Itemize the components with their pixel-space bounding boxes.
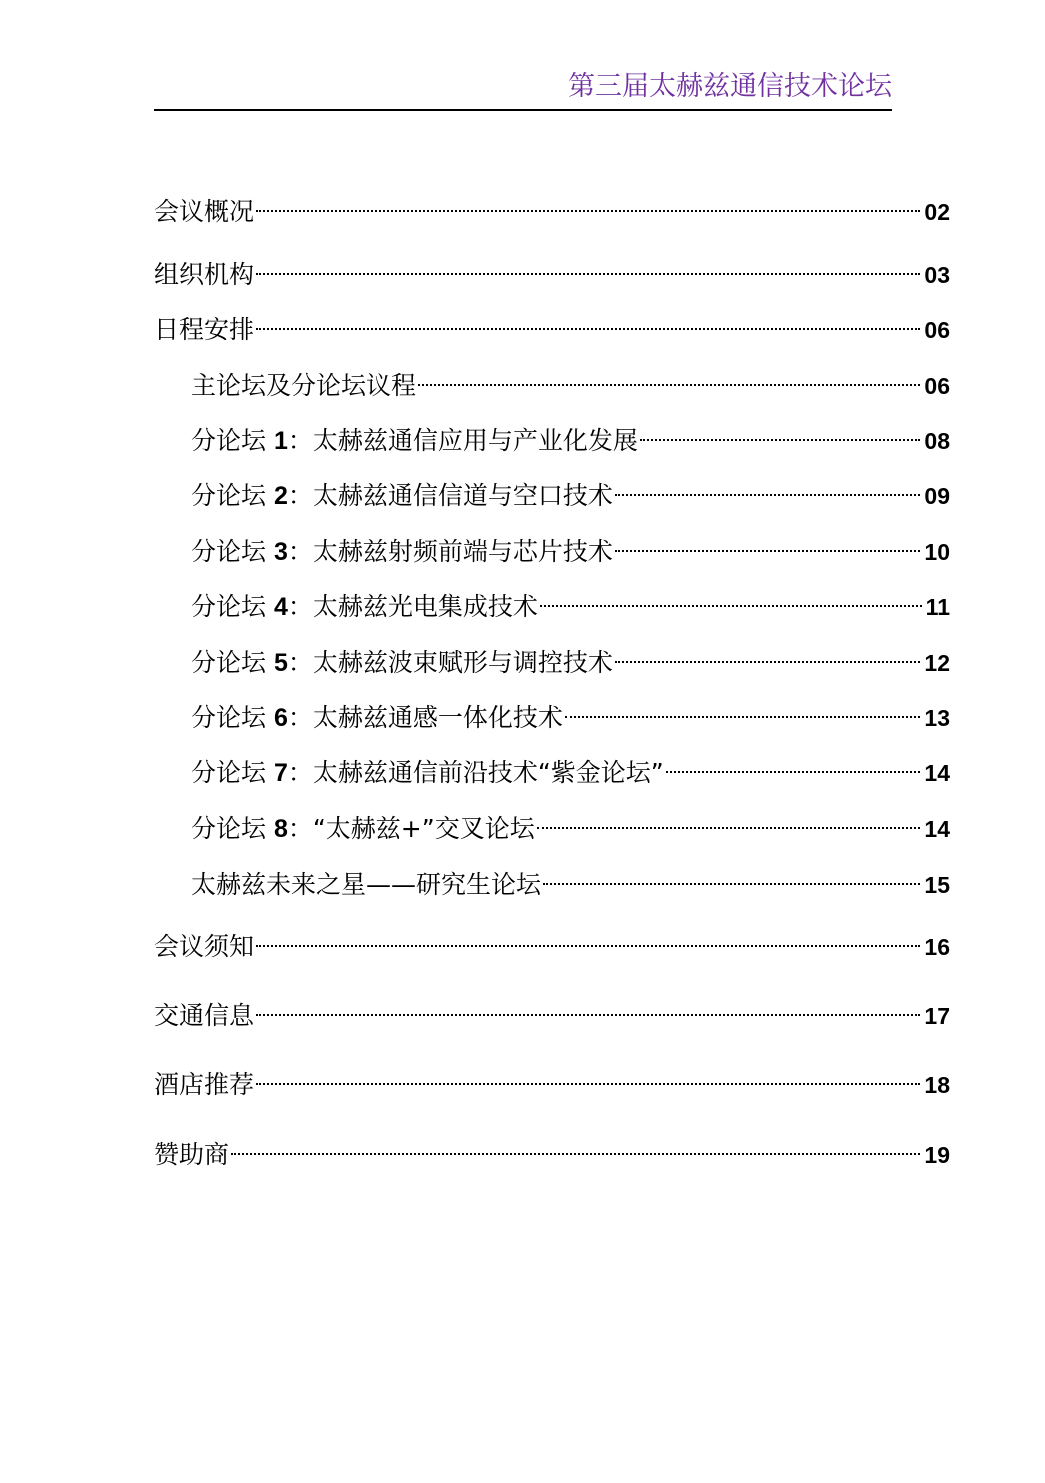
toc-entry-transportation[interactable] [154,999,950,1033]
toc-entry-title: 分论坛 8：“太赫兹+”交叉论坛 [191,814,535,843]
toc-dot-leader [231,1153,920,1155]
toc-dot-leader [565,716,921,718]
toc-entry-schedule[interactable] [154,313,950,347]
toc-entry-main-forum-agenda[interactable] [191,369,950,403]
toc-dot-leader [256,210,920,212]
toc-dot-leader [256,1083,920,1085]
toc-dot-leader [640,439,921,441]
toc-entry-subforum-1[interactable] [191,424,950,458]
toc-dot-leader [615,550,921,552]
toc-dot-leader [256,945,920,947]
toc-dot-leader [256,273,920,275]
toc-page-number: 12 [924,650,950,676]
toc-entry-title: 交通信息 [154,1001,255,1030]
toc-entry-student-forum[interactable] [191,868,950,902]
toc-entry-meeting-overview[interactable] [154,195,950,229]
toc-entry-title: 分论坛 7：太赫兹通信前沿技术“紫金论坛” [191,758,664,787]
toc-entry-subforum-8[interactable] [191,812,950,846]
toc-page-number: 17 [924,1003,950,1029]
toc-entry-hotels[interactable] [154,1068,950,1102]
toc-page-number: 10 [924,539,950,565]
toc-entry-sponsors[interactable] [154,1138,950,1172]
toc-entry-subforum-5[interactable] [191,646,950,680]
toc-dot-leader [418,384,920,386]
toc-page-number: 18 [924,1072,950,1098]
toc-page-number: 13 [924,705,950,731]
toc-entry-title: 会议须知 [154,932,255,961]
toc-page-number: 06 [924,317,950,343]
toc-dot-leader [543,883,920,885]
toc-entry-subforum-2[interactable] [191,479,950,513]
toc-dot-leader [256,1014,920,1016]
toc-page-number: 19 [924,1142,950,1168]
toc-entry-subforum-6[interactable] [191,701,950,735]
toc-entry-title: 会议概况 [154,197,255,226]
toc-entry-title: 分论坛 5：太赫兹波束赋形与调控技术 [191,648,613,677]
toc-page-number: 15 [924,872,950,898]
toc-entry-meeting-notes[interactable] [154,930,950,964]
toc-dot-leader [615,661,921,663]
toc-entry-title: 分论坛 6：太赫兹通感一体化技术 [191,703,563,732]
toc-entry-title: 分论坛 1：太赫兹通信应用与产业化发展 [191,426,638,455]
toc-dot-leader [615,494,921,496]
toc-page-number: 06 [924,373,950,399]
toc-entry-title: 分论坛 2：太赫兹通信信道与空口技术 [191,481,613,510]
toc-entry-title: 太赫兹未来之星——研究生论坛 [191,870,542,899]
toc-entry-title: 分论坛 3：太赫兹射频前端与芯片技术 [191,537,613,566]
toc-entry-title: 主论坛及分论坛议程 [191,371,417,400]
toc-dot-leader [537,827,921,829]
toc-page-number: 11 [925,594,950,620]
toc-entry-subforum-7[interactable] [191,756,950,790]
toc-entry-subforum-4[interactable] [191,590,950,624]
toc-dot-leader [256,328,920,330]
toc-entry-subforum-3[interactable] [191,535,950,569]
toc-page-number: 08 [924,428,950,454]
toc-entry-title: 酒店推荐 [154,1070,255,1099]
toc-dot-leader [540,605,922,607]
toc-page-number: 09 [924,483,950,509]
toc-page-number: 14 [924,760,950,786]
toc-entry-title: 组织机构 [154,260,255,289]
toc-dot-leader [666,771,921,773]
toc-entry-title: 日程安排 [154,315,255,344]
toc-page-number: 14 [924,816,950,842]
toc-entry-title: 分论坛 4：太赫兹光电集成技术 [191,592,538,621]
toc-page-number: 02 [924,199,950,225]
toc-entry-organization[interactable] [154,258,950,292]
toc-page-number: 03 [924,262,950,288]
header-title: 第三届太赫兹通信技术论坛 [568,71,892,102]
toc-page-number: 16 [924,934,950,960]
toc-entry-title: 赞助商 [154,1140,230,1169]
